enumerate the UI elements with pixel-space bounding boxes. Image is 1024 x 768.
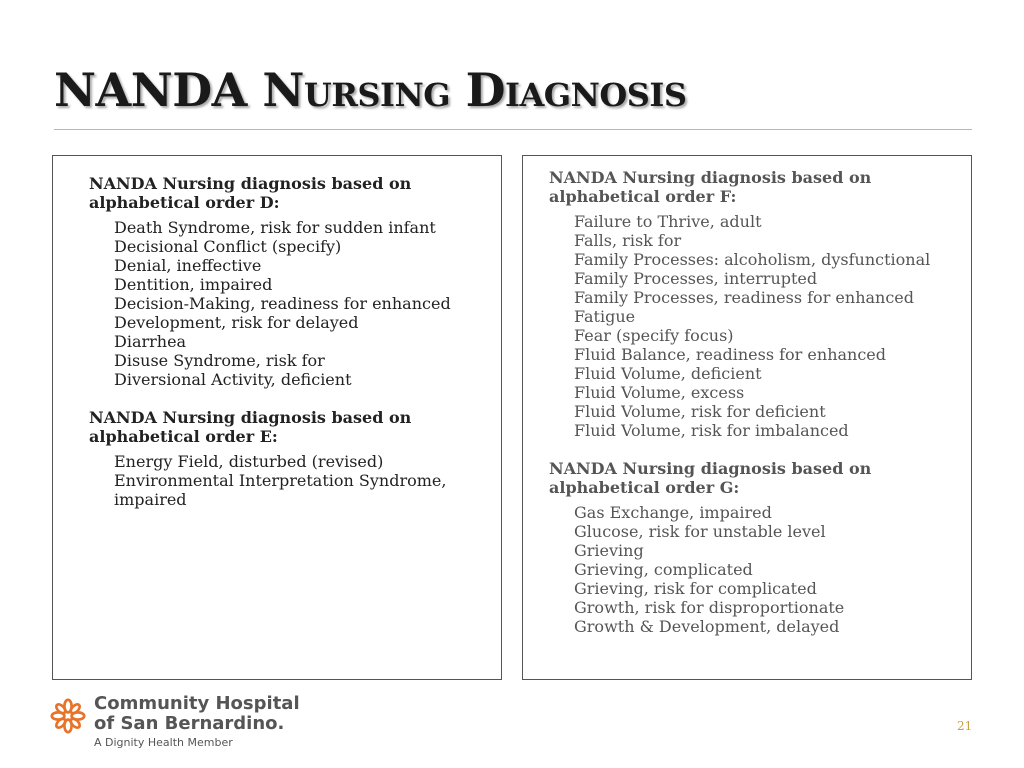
title-divider (54, 129, 972, 130)
group-heading: NANDA Nursing diagnosis based on alphabetical order G: (549, 459, 872, 497)
starburst-logo-icon (50, 698, 86, 734)
diagnosis-list (89, 218, 491, 389)
diagnosis-list (549, 212, 961, 440)
list-item: Growth, risk for disproportionate (574, 598, 845, 617)
group-d (89, 174, 491, 389)
group-f (549, 168, 961, 440)
list-item: Grieving (574, 541, 644, 560)
diagnosis-list (549, 503, 961, 636)
list-item: Development, risk for delayed (114, 313, 359, 332)
list-item: Grieving, complicated (574, 560, 753, 579)
right-content-panel (522, 155, 972, 680)
list-item: Decision-Making, readiness for enhanced (114, 294, 451, 313)
member-text: A Dignity Health Member (94, 736, 233, 749)
list-item: Fear (specify focus) (574, 326, 734, 345)
hospital-logo (50, 693, 300, 754)
hospital-name-line1: Community Hospital (94, 693, 300, 714)
group-g (549, 459, 961, 636)
list-item: Diarrhea (114, 332, 187, 351)
list-item: Glucose, risk for unstable level (574, 522, 826, 541)
list-item: Denial, ineffective (114, 256, 262, 275)
list-item: Fluid Volume, excess (574, 383, 745, 402)
slide-title: NANDA Nursing Diagnosis (54, 63, 687, 117)
list-item: Disuse Syndrome, risk for (114, 351, 325, 370)
list-item: Fatigue (574, 307, 636, 326)
list-item: Fluid Volume, risk for imbalanced (574, 421, 849, 440)
left-content-panel (52, 155, 502, 680)
hospital-name-line2: of San Bernardino. (94, 713, 285, 734)
list-item: Gas Exchange, impaired (574, 503, 772, 522)
group-e (89, 408, 491, 509)
list-item: Dentition, impaired (114, 275, 273, 294)
page-number: 21 (957, 719, 973, 733)
list-item: Growth & Development, delayed (574, 617, 840, 636)
list-item: Fluid Volume, risk for deficient (574, 402, 826, 421)
list-item: Family Processes: alcoholism, dysfunctional (574, 250, 931, 269)
group-heading: NANDA Nursing diagnosis based on alphabetical order D: (89, 174, 412, 212)
list-item: Failure to Thrive, adult (574, 212, 762, 231)
list-item: Death Syndrome, risk for sudden infant (114, 218, 436, 237)
list-item: Falls, risk for (574, 231, 682, 250)
list-item: Fluid Balance, readiness for enhanced (574, 345, 887, 364)
list-item: Environmental Interpretation Syndrome, impaired (114, 471, 447, 509)
group-heading: NANDA Nursing diagnosis based on alphabetical order F: (549, 168, 872, 206)
list-item: Diversional Activity, deficient (114, 370, 352, 389)
list-item: Grieving, risk for complicated (574, 579, 817, 598)
list-item: Family Processes, interrupted (574, 269, 818, 288)
diagnosis-list (89, 452, 491, 509)
group-heading: NANDA Nursing diagnosis based on alphabetical order E: (89, 408, 412, 446)
list-item: Fluid Volume, deficient (574, 364, 762, 383)
list-item: Decisional Conflict (specify) (114, 237, 342, 256)
list-item: Family Processes, readiness for enhanced (574, 288, 915, 307)
list-item: Energy Field, disturbed (revised) (114, 452, 384, 471)
hospital-name (94, 694, 300, 734)
